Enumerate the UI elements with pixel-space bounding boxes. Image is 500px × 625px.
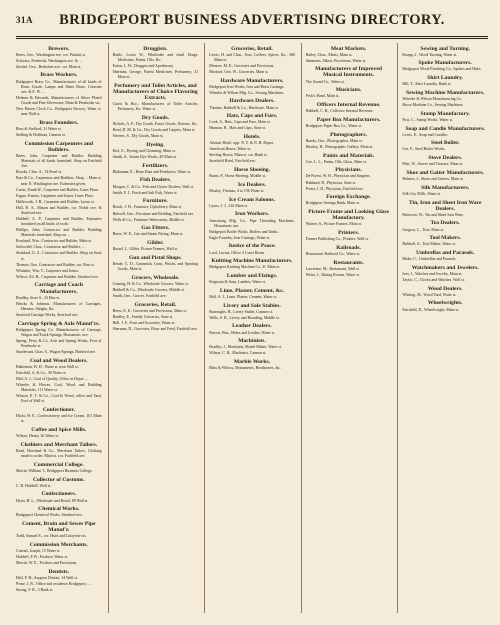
business-listing: Bidwell, Geo., Furniture and Bedding, Fairfield ave.: [112, 211, 195, 216]
business-listing: Strobel, Geo., Berkshire ave. cor. Main st.: [16, 64, 82, 69]
business-listing: Lee, F., Steel Boiler Works.: [402, 147, 446, 152]
business-listing: Smith, A., Steam Dye Works, 49 Main st.: [112, 155, 178, 160]
business-listing: Morford, Geo. W., Groceries, Main st.: [209, 69, 269, 74]
business-listing: Bundy, Geo., Photographer, Main st.: [305, 138, 363, 143]
category-heading: Cement, Brain and Sewer Pipe Manuf'r.: [22, 521, 96, 534]
business-listing: Read, Howland & Co., Merchant Tailors, Clothing made to order. Main st. cor. Fairfield ave.: [16, 449, 102, 459]
directory-column: [397, 43, 488, 613]
business-listing: Wheeler & Wilson Manufacturing Co.: [402, 97, 463, 102]
category-heading: Brass Founders.: [39, 119, 79, 126]
business-listing: Wheeler & Wilson Mfg. Co., Sewing Machines.: [209, 90, 285, 95]
business-listing: Bartle, Lewis W., Wholesale and retail Drugs, Medicines, Paints, Oils, &c.: [112, 52, 199, 62]
business-listing: Lawrence, M., Restaurant, Wall st.: [305, 266, 360, 271]
business-listing: Thomas, Geo. Contractor and Builder, cor. Pine st.: [16, 262, 95, 267]
title-rule: [16, 36, 488, 39]
business-listing: Hill, T., Shirt Laundry, Bank st.: [402, 82, 452, 87]
business-listing: Sherman, D., Groceries, Flour and Feed, Fairfield ave.: [112, 326, 198, 331]
business-listing: Hubbell & Co., Wholesale Grocers, Middle st.: [112, 287, 185, 292]
business-listing: Smith, Geo., Grocer, Fairfield ave.: [112, 293, 167, 298]
business-listing: Bailey, Chas., Meats, Main st.: [305, 52, 353, 57]
category-heading: Justice of the Peace.: [228, 243, 276, 250]
business-listing: Spring, Perry & Co. Axle and Spring Works, Foot of Pembroke st.: [16, 338, 102, 349]
category-heading: Collector of Customs.: [32, 476, 85, 483]
business-listing: Wheeler & Howes, Coal, Wood and Building Materials, 111 Water st.: [16, 383, 102, 393]
business-listing: Blakeman, W. H., Water st. near Wall st.: [16, 364, 79, 369]
business-listing: Bridgeport Chemical Works, Stratford ave.: [16, 513, 83, 518]
category-heading: Fertilizers.: [142, 162, 169, 169]
category-heading: Confectioner.: [42, 407, 75, 414]
business-listing: Stelling & Hoffman, Cannon st.: [16, 133, 66, 138]
business-listing: Hall, F. H., Surgeon Dentist, 14 Wall st.: [16, 575, 78, 580]
business-listing: Boss & Stafford, 31 Water st.: [16, 127, 62, 132]
category-heading: Lumber and Fixings.: [226, 273, 278, 279]
category-heading: Foreign Exchange.: [326, 194, 371, 201]
category-heading: Brewers.: [48, 45, 70, 52]
business-listing: Soltwedel, Chas., Contractor and Builder, ...: [16, 245, 85, 250]
business-listing: Housatonic Railroad Co., Water st.: [305, 251, 360, 256]
category-heading: Photographers.: [330, 131, 367, 138]
category-heading: Dyeing.: [146, 141, 165, 148]
business-listing: Parrott, Wm., Hides and Leather, Water st.: [209, 330, 276, 335]
business-listing: Hubbard, R., Physician, State st.: [305, 180, 357, 185]
business-listing: Cook, S., Hats, Caps and Furs, Main st.: [209, 120, 271, 125]
category-heading: Dentists.: [48, 568, 70, 575]
business-listing: Sturdevant, Chas. S., Wagon Springs, Hartford ave.: [16, 350, 97, 355]
business-listing: Stratfield Hotel, Fairfield ave.: [209, 159, 256, 164]
business-listing: Merritt, W. E., Produce and Provisions.: [16, 561, 78, 566]
business-listing: Beers, Geo., Washington ave. cor. Pulaski st.: [16, 52, 86, 57]
business-listing: Eagle Foundry, Iron Castings, Water st.: [209, 235, 271, 240]
page-header: [16, 10, 488, 36]
business-listing: Blake, C., Umbrellas and Parasols.: [402, 257, 457, 262]
business-listing: Mosley, Thomas, 4 to 156 Water st.: [209, 188, 265, 193]
business-listing: Peck's Band, Main st.: [305, 94, 340, 99]
business-listing: Bridgeport Iron Works, Iron and Brass Castings.: [209, 84, 285, 89]
business-listing: Wells, S. B., Livery and Boarding, Middle st.: [209, 315, 280, 320]
directory-column: [108, 43, 199, 613]
category-heading: Printers.: [338, 229, 360, 236]
business-listing: Ives, J., Watches and Jewelry, Main st.: [402, 271, 463, 276]
business-listing: Hawley, H., Photographic Gallery, Main st.: [305, 144, 374, 149]
category-heading: Confectioners.: [41, 491, 77, 498]
business-listing: Beers, E. E., Groceries and Provisions, Main st.: [112, 308, 187, 313]
category-heading: Coal and Wood Dealers.: [29, 357, 88, 364]
business-listing: Wilcox, Ed. H., Carpenter and Builder, Stratford ave.: [16, 274, 99, 279]
business-listing: Lewis, H. and Chas., Teas, Coffees, Spices, &c., 300 Main st.: [209, 52, 295, 62]
category-heading: Wood Dealers.: [427, 285, 463, 292]
category-heading: Gun and Pistol Shops.: [128, 254, 182, 261]
business-listing: Post, C., Stamp Works, Water st.: [402, 117, 454, 122]
category-heading: Gilder.: [147, 240, 164, 246]
category-heading: Commission Carpenters and Builders.: [24, 140, 93, 153]
category-heading: Stove Dealers.: [428, 155, 463, 162]
business-listing: Fagan, Francis, Carpenter and Joiner, Lines Place.: [16, 193, 95, 198]
business-listing: Russel, J., Gilder, Picture Frames, Wall st.: [112, 247, 179, 252]
category-heading: Leather Dealers.: [232, 323, 272, 330]
category-heading: Groceries, Retail.: [134, 301, 177, 308]
category-heading: Carriage and Coach Manufacturers.: [34, 282, 84, 295]
page-number: 31A: [16, 15, 33, 25]
business-listing: Bradley, Jesse S., 23 Elm st.: [16, 295, 60, 300]
business-listing: Fairchild, D., Wheelwright, Main st.: [402, 307, 460, 312]
category-heading: Umbrellas and Parasols.: [416, 250, 475, 257]
category-heading: Steel Boiler.: [430, 140, 460, 147]
business-listing: Simmons, Albert, Provisions, Water st.: [305, 58, 367, 63]
category-heading: Commission Merchants.: [29, 541, 88, 548]
business-listing: Silk City Mills, Water st.: [402, 191, 442, 196]
category-heading: Grocers, Wholesale.: [131, 274, 180, 281]
business-listing: Bridgeport Knitting Machine Co., E. Main st.: [209, 265, 281, 270]
business-listing: Bradley, E., Family Groceries, State st.: [112, 314, 174, 319]
business-listing: Warner, S., Picture Frames, Main st.: [305, 222, 363, 227]
category-heading: Hardware Manufacturers.: [220, 77, 284, 84]
category-heading: Fish Dealers.: [139, 177, 171, 184]
category-heading: Tea Dealers.: [430, 220, 460, 227]
category-heading: Hotels.: [243, 134, 261, 141]
category-heading: Livery and Sale Stables.: [223, 302, 281, 309]
business-listing: Curtis, Frank W., Carpenter and Builder, Lines Place.: [16, 187, 100, 192]
directory-column: [301, 43, 392, 613]
business-listing: Strong, F. R., 3 Bank st.: [16, 588, 54, 593]
business-listing: Whitaker, Wm. T., Carpenter and Joiner.: [16, 268, 79, 273]
category-heading: Perfumery and Toilet Articles, and Manufacturers of Choice Flavoring Extracts.: [113, 82, 198, 101]
business-listing: American House, Water st.: [209, 147, 252, 152]
business-listing: Holmes, J., Shoes and Gaiters, Main st.: [402, 177, 464, 182]
business-listing: Sterling House, Main st. cor. Bank st.: [209, 153, 268, 158]
business-listing: Bridgeport Boiler Works, Boilers and Tanks.: [209, 229, 279, 234]
business-listing: Burr & Co., Carpenters and Builders. Shop ... Main st. near N. Washington ave. Estimates given.: [16, 176, 102, 186]
category-heading: Restaurants.: [333, 259, 364, 266]
category-heading: Carriage Spring & Axle Manuf'rs.: [17, 320, 100, 327]
business-listing: Nichols, A. P., Dry Goods, Fancy Goods, Notions, &c.: [112, 122, 198, 127]
business-listing: Burroughs, H., Livery Stable, Cannon st.: [209, 309, 273, 314]
business-listing: Lewis, E., Soap and Candles.: [402, 132, 448, 137]
category-heading: Tin, Iron and Sheet Iron Ware Dealers.: [408, 199, 482, 212]
category-heading: Groceries, Retail.: [231, 45, 273, 52]
business-listing: Porter, I. D., Physician, Fairfield ave.: [305, 186, 364, 191]
category-heading: Chemical Works.: [38, 506, 80, 513]
business-listing: Pease, J. B., Office and residence Bridgeport; ...: [16, 582, 91, 587]
category-heading: Druggists.: [143, 45, 168, 52]
business-listing: Reade, C. D., Gunsmith, Guns, Pistols, and Sporting Goods, Main st.: [112, 261, 199, 272]
business-listing: Knapp, J., Wood Turning, Water st.: [402, 52, 458, 57]
category-heading: Knitting Machine Manufacturers.: [211, 258, 293, 265]
business-listing: Hubbell, A. P., Carpenter and Builder, Estimates furnished on all kinds of work.: [16, 216, 102, 227]
category-heading: Coffee and Spice Mills.: [31, 427, 87, 434]
business-listing: Read, D. M. & Co., Dry Goods and Carpets, Main st.: [112, 128, 196, 133]
category-heading: Paints and Materials.: [323, 152, 375, 159]
business-listing: Smith, F. J., Fresh and Salt Fish, Water st.: [112, 190, 178, 195]
page-title: BRIDGEPORT BUSINESS ADVERTISING DIRECTORY.: [59, 12, 445, 28]
business-listing: Lyons, J. J., 216 Main st.: [209, 203, 249, 208]
category-heading: Sewing Machine Manufacturers.: [406, 89, 485, 96]
category-heading: Shirt Laundry.: [427, 75, 464, 82]
category-heading: Brass Workers.: [40, 72, 78, 79]
business-listing: Taylor, C., Clocks and Watches, Wall st.: [402, 278, 465, 283]
business-listing: Corning, H. & Co., Wholesale Grocers, Water st.: [112, 281, 189, 286]
category-heading: Spoke Manufacturers.: [418, 60, 472, 67]
category-heading: Officers Internal Revenue.: [316, 102, 381, 109]
category-heading: Musicians.: [335, 87, 362, 94]
business-listing: Wilson, Henry, 26 Water st.: [16, 434, 59, 439]
business-listing: Hubbell, A., Tool Maker, Water st.: [402, 242, 456, 247]
business-listing: Lord, Lucius, Office 3 Court Room.: [209, 250, 266, 255]
business-listing: Stevens, S., Dry Goods, Main st.: [112, 134, 164, 139]
business-listing: Atlantic Hotel, opp. N. Y. & N. H. Depot.: [209, 141, 274, 146]
business-listing: Coe, L. L., Paints, Oils, Glass, Main st.: [305, 159, 367, 164]
category-heading: Sewing and Turning.: [420, 45, 470, 52]
category-heading: Hardware Dealers.: [229, 98, 275, 105]
business-listing: Brooks, Chas. A., 14 Pearl st.: [16, 170, 62, 175]
business-listing: Bradley, J., Machinist, Model Maker, Water st.: [209, 345, 282, 350]
business-listing: Bliss & Wilcox, Monuments, Headstones, &c.: [209, 366, 282, 371]
business-listing: Hinman, H., Hats and Caps, State st.: [209, 126, 267, 131]
category-heading: Marble Works.: [233, 359, 271, 366]
business-listing: De Forest, W. H., Physician and Surgeon.: [305, 174, 371, 179]
directory-column: [16, 43, 102, 613]
business-listing: Fairchild, A. & Co., 50 Water st.: [16, 371, 67, 376]
business-listing: Bridgeport Spring Co. Manufacturers of Carriage, Wagon and Truck Springs, Housatonic ave.: [16, 327, 102, 337]
category-heading: Paper Box Manufacturers.: [316, 116, 381, 123]
business-listing: Thomas, Hubbell & Co., Hardware, Main st.: [209, 105, 279, 110]
category-heading: Iron Workers.: [234, 211, 269, 218]
category-heading: Manufacturers of Improved Musical Instruments.: [315, 66, 383, 79]
category-heading: Ice Dealers.: [238, 181, 266, 188]
business-listing: Hall, J. F., Fruit and Groceries, Water st.: [112, 320, 176, 325]
category-heading: Horse Shoeing.: [233, 166, 271, 173]
business-listing: Howe Machine Co., Sewing Machines.: [402, 103, 464, 108]
category-heading: Tool Makers.: [429, 235, 461, 242]
business-listing: Hall, R. A., Mason and Builder, cor. Noble ave. & Stratford ave.: [16, 205, 102, 215]
business-listing: Curtis & Bro., Manufacturers of Toilet Articles, Perfumery, &c. Water st.: [112, 102, 199, 112]
category-heading: Shoe and Gaiter Manufacturers.: [406, 169, 484, 176]
business-listing: Patterson, W., Tin and Sheet Iron Ware.: [402, 212, 464, 217]
business-listing: Conrad, Joseph, 15 Water st.: [16, 549, 61, 554]
business-listing: Hall, A. J., Coal of Quality, Office at Depot ...: [16, 377, 88, 382]
business-listing: Monroe, M. E., Groceries and Provisions.: [209, 63, 275, 68]
business-listing: Hincks & Johnson, Manufacturers of Carriages, Harness, Sleighs, &c.: [16, 301, 102, 311]
category-heading: Commercial College.: [33, 461, 84, 468]
business-listing: Whiting, M., Wood Yard, Water st.: [402, 292, 457, 297]
business-listing: New Haven Clock Co., Bridgeport Factory, Water st. near Wall st.: [16, 107, 102, 117]
business-listing: Beach, J. W., Furniture, Upholstery, Main st.: [112, 205, 183, 210]
directory-columns: [16, 43, 488, 613]
business-listing: Wells & Co., Furniture Warerooms, Middle st.: [112, 217, 185, 222]
category-heading: Railroads.: [336, 244, 361, 251]
category-heading: Furniture.: [142, 198, 168, 205]
category-heading: Lime, Plaster, Cement, &c.: [219, 287, 285, 294]
business-listing: Stratford Carriage Works, Stratford ave.: [16, 312, 79, 317]
business-listing: Hallsworth, J. B., Carpenter and Builder, Lyons st.: [16, 199, 95, 204]
category-heading: Meat Markets.: [330, 45, 367, 52]
business-listing: Hubbell, P. B., Produce, Water st.: [16, 555, 69, 560]
business-listing: Stoddard, G. Z., Contractor and Builder, Shop on State st.: [16, 251, 102, 261]
business-listing: Bridgeport Brass Co., Manufacturers of all kinds of Brass Goods, Lamps and Sheet Brass, Crescent ave. & E. W. ...: [16, 79, 102, 94]
business-listing: Holmes & Edwards, Manufacturers of Silver Plated Goods and Fine Silverware, Main & Pembroke sts.: [16, 95, 102, 106]
business-listing: Martin, William T., Bridgeport Business College.: [16, 468, 93, 473]
category-heading: Ice Cream Saloons.: [228, 196, 275, 203]
business-listing: Kiel, E., Dyeing and Cleansing, Main st.: [112, 148, 176, 153]
category-heading: Stamp Manufactory.: [420, 110, 470, 117]
category-heading: Gas Fitters.: [141, 225, 170, 232]
business-listing: Hall, A. J., Lime, Plaster, Cement, Water st.: [209, 294, 278, 299]
business-listing: The Sound Co., Water st.: [305, 79, 345, 84]
business-listing: C. B. Hubbell, Wall st.: [16, 483, 52, 488]
category-heading: Silk Manufacturers.: [421, 184, 470, 191]
business-listing: Phillips, John, Contractor and Builder. Building Materials furnished. Shop on ...: [16, 228, 102, 238]
business-listing: Beers, W. E., Gas and Steam Fitting, Main st.: [112, 232, 184, 237]
business-listing: Schwarz, Frederick, Washington ave. & ...: [16, 58, 82, 63]
business-listing: Platt, W., Stoves and Tinware, Main st.: [402, 162, 464, 167]
business-listing: Gregory, L., Teas, Main st.: [402, 227, 445, 232]
category-heading: Watchmakers and Jewelers.: [411, 264, 479, 271]
directory-column: [204, 43, 295, 613]
business-listing: Weiss, J., Dining Rooms, Water st.: [305, 272, 360, 277]
business-listing: Eaton, L. W., Druggist and Apothecary.: [112, 63, 174, 68]
business-listing: Rowland, Wm., Contractor and Builder, Main st.: [16, 239, 92, 244]
business-listing: Bridgeport Wood Finishing Co., Spokes and Hubs.: [402, 67, 482, 72]
business-listing: Bridgeport Savings Bank, Main st.: [305, 201, 360, 206]
business-listing: Blakeman, E., Bone Dust and Fertilizers, Water st.: [112, 169, 192, 174]
business-listing: Todd, Samuel S., cor. Hurd and Lafayette sts.: [16, 534, 87, 539]
category-heading: Soap and Candle Manufacturers.: [405, 125, 485, 132]
category-heading: Picture Frame and Looking Glass Manufactory.: [308, 209, 389, 222]
business-listing: Bridgeport Paper Box Co., Water st.: [305, 124, 363, 129]
business-listing: Wilson, C. R., Machinist, Cannon st.: [209, 351, 267, 356]
category-heading: Physicians.: [335, 167, 362, 174]
category-heading: Machinists.: [238, 338, 266, 345]
business-listing: Hyatt, H. L., Wholesale and Retail, 88 Wall st.: [16, 498, 89, 503]
category-heading: Clothiers and Merchant Tailors.: [20, 441, 98, 448]
business-listing: Farmer Publishing Co., Printers, Wall st.: [305, 237, 369, 242]
category-heading: Hats, Caps and Furs.: [226, 113, 278, 120]
business-listing: Morgan, C. & Co., Fish and Oyster Dealers, Wall st.: [112, 184, 194, 189]
business-listing: Winton, E. T. & Co., Coal & Wood, office and Yard, Foot of Wall st.: [16, 394, 102, 404]
business-listing: Beers, John, Carpenter and Builder. Building Materials of all kinds furnished. Shop on Fairfield Ave.: [16, 154, 102, 169]
business-listing: Hicks, H. E., Confectionery and Ice Cream, 101 Main st.: [16, 414, 102, 424]
business-listing: Sherman, George, Patent Medicines, Perfumery, 21 Main st.: [112, 69, 199, 80]
business-listing: Burns, P., Horse Shoeing, Middle st.: [209, 174, 266, 179]
business-listing: Ferguson & Sons, Lumber, Water st.: [209, 280, 266, 285]
business-listing: Hubbell, C. B., Collector Internal Revenue.: [305, 109, 374, 114]
business-listing: Armstrong Mfg. Co., Pipe Threading Machines, Housatonic ave.: [209, 218, 295, 228]
category-heading: Dry Goods.: [141, 114, 170, 121]
category-heading: Wheelwrights.: [427, 300, 463, 307]
